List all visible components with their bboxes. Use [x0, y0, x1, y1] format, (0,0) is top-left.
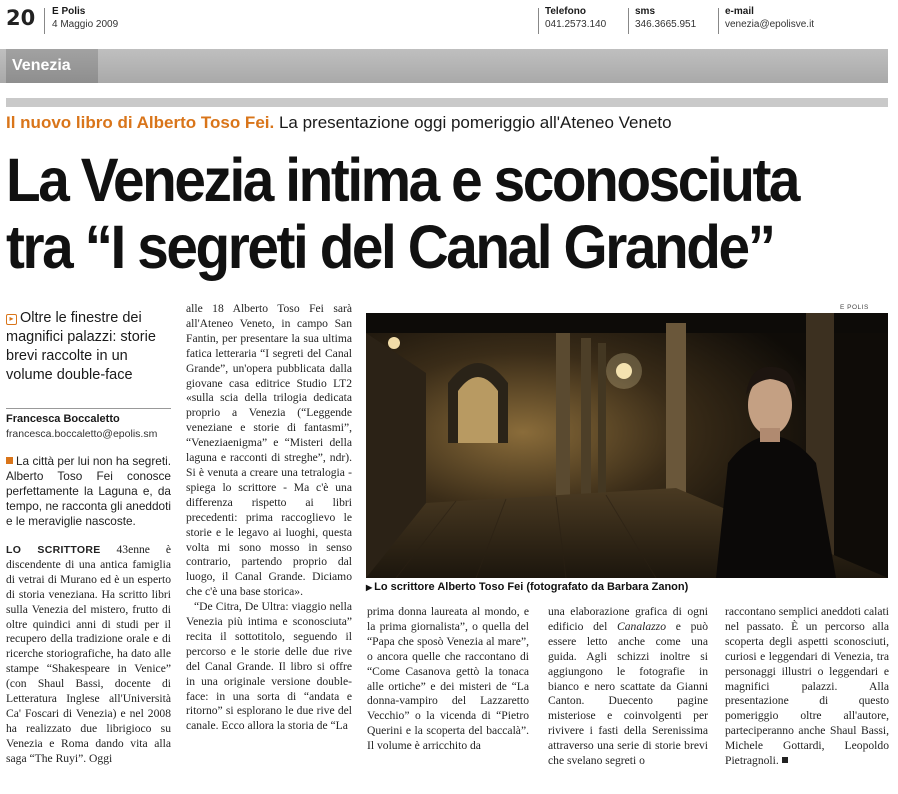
paragraph: [6, 543, 171, 767]
contact-label: Telefono: [545, 6, 586, 17]
paragraph: [548, 605, 708, 769]
section-gap: [0, 83, 888, 98]
article-column-2: [186, 302, 352, 734]
section-line: [6, 98, 888, 107]
divider: [538, 8, 539, 34]
article-column-3: [367, 605, 529, 754]
publication-name: E Polis: [52, 6, 86, 17]
summary-text: Oltre le finestre dei magnifici palazzi: storie brevi raccolte in un volume double-face: [6, 310, 156, 383]
contact-sms: [635, 6, 696, 30]
paragraph-text: raccontano semplici aneddoti calati nel passato. È un percorso alla scoperta degli aspetti sconosciuti, curiosi e leggendari di Venezia, tra personaggi illustri o leggendari e magnifici palazzi. Alla presentazione di questo pomeriggio oltre all'autore, parteciperanno anche Shaul Bassi, Michele Gottardi, Leopoldo Pietragnoli.: [725, 605, 889, 768]
kicker: [6, 113, 672, 133]
divider: [628, 8, 629, 34]
end-mark-icon: [782, 757, 788, 763]
page-number: 20: [6, 6, 36, 30]
article-summary: [6, 309, 176, 385]
contact-value: venezia@epolisve.it: [725, 19, 815, 30]
photo-illustration: [366, 313, 888, 578]
runin-heading: LO SCRITTORE: [6, 544, 101, 556]
contact-phone: [545, 6, 606, 30]
divider: [718, 8, 719, 34]
article-column-4: [548, 605, 708, 769]
caption-text: Lo scrittore Alberto Toso Fei (fotografato da Barbara Zanon): [374, 581, 689, 593]
paragraph-text: una elaborazione grafica di ogni edificio del: [548, 605, 708, 633]
divider: [44, 8, 45, 34]
headline: [6, 147, 828, 281]
emphasis: Canalazzo: [617, 619, 666, 633]
paragraph-text: e può essere letto anche come una guida. Agli schizzi inoltre si aggiungono le fotografie in bianco e nero scattate da Gianni Canton. Duecento pagine misteriose e coinvolgenti per rivivere i fasti della Serenissima attraverso una serie di storie brevi che svelano segreti o: [548, 619, 708, 768]
contact-value: 346.3665.951: [635, 19, 697, 30]
contact-label: e-mail: [725, 6, 754, 17]
section-band: [0, 49, 888, 83]
paragraph: prima donna laureata al mondo, e la prima giornalista”, o quella del “Papa che sposò Venezia al mare”, o ancora quelle che raccontano di “Come Casanova gettò la tonaca alle ortiche” e dei misteri de “La donna-vampiro del Lazzaretto Vecchio” o la vicenda di “Pietro Querini e la scoperta del baccalà”. Il volume è arricchito da: [367, 605, 529, 753]
publication-date: 4 Maggio 2009: [52, 19, 119, 30]
paragraph-text: 43enne è discendente di una antica famiglia di vetrai di Murano ed è un esperto di storia veneziana. Ha scritto libri sulla Venezia del mistero, frutto di oltre quindici anni di studi per il recupero della tradizione orale e di ricerche storiografiche, ha dato alle stampe “Shakespeare in Venice” (con Shaul Bassi, docente di Letteratura Inglese all'Università Ca' Foscari di Venezia) e nel 2008 ha realizzato due librigioco su Venezia e Roma dando vita alla saga “The Ruyi”. Oggi: [6, 543, 171, 765]
article-column-5: [725, 605, 889, 769]
play-bullet-icon: ▸: [6, 314, 17, 325]
headline-line-1: La Venezia intima e sconosciuta: [6, 146, 799, 214]
masthead: [0, 0, 898, 44]
kicker-strong: Il nuovo libro di Alberto Toso Fei.: [6, 113, 275, 132]
article-lead: [6, 454, 171, 529]
photo-caption: [366, 581, 688, 593]
headline-line-2: tra “I segreti del Canal Grande”: [6, 213, 774, 281]
author-email: francesca.boccaletto@epolis.sm: [6, 428, 158, 440]
contact-label: sms: [635, 6, 656, 17]
contact-email: [725, 6, 814, 30]
paragraph: “De Citra, De Ultra: viaggio nella Venezia più intima e sconosciuta” recita il sottotitolo, seguendo il percorso e le storie delle due rive del Canal Grande. Il libro si offre in una originale versione double-face: in una sorta di “andata e ritorno” si esplorano le due rive del canale. Ecco allora la storia de “La: [186, 600, 352, 733]
article-column-1: [6, 454, 171, 767]
section-label: Venezia: [6, 49, 98, 83]
square-bullet-icon: [6, 457, 13, 464]
article-photo: [366, 313, 888, 578]
paragraph: [725, 605, 889, 769]
kicker-text: La presentazione oggi pomeriggio all'Ateneo Veneto: [274, 113, 672, 132]
author-name: Francesca Boccaletto: [6, 413, 120, 425]
photo-credit: E POLIS: [840, 304, 869, 311]
caption-arrow-icon: ▶: [366, 583, 373, 592]
lead-text: La città per lui non ha segreti. Alberto Toso Fei conosce perfettamente la Laguna e, da tempo, ne racconta gli aneddoti e le meraviglie nascoste.: [6, 454, 171, 528]
contact-value: 041.2573.140: [545, 19, 607, 30]
divider: [6, 408, 171, 409]
paragraph: alle 18 Alberto Toso Fei sarà all'Ateneo Veneto, in campo San Fantin, per presentare la sua ultima fatica letteraria “I segreti del Canal Grande”, un'opera pubblicata dalla giovane casa editrice Studio LT2 «sulla scia della trilogia dedicata proprio a Venezia (“Leggende veneziane e storie di fantasmi”, “Veneziaenigma” e “Misteri della laguna e racconti di streghe”, ndr). Si è venuta a creare una tetralogia - spiega lo scrittore - Ma c'è una differenza rispetto ai libri precedenti: prima raccoglievo le storie e le legavo ai luoghi, questa volta mi sono mosso in senso contrario, partendo proprio dal luogo, il Canal Grande. Diciamo che c'è una base storica».: [186, 302, 352, 599]
